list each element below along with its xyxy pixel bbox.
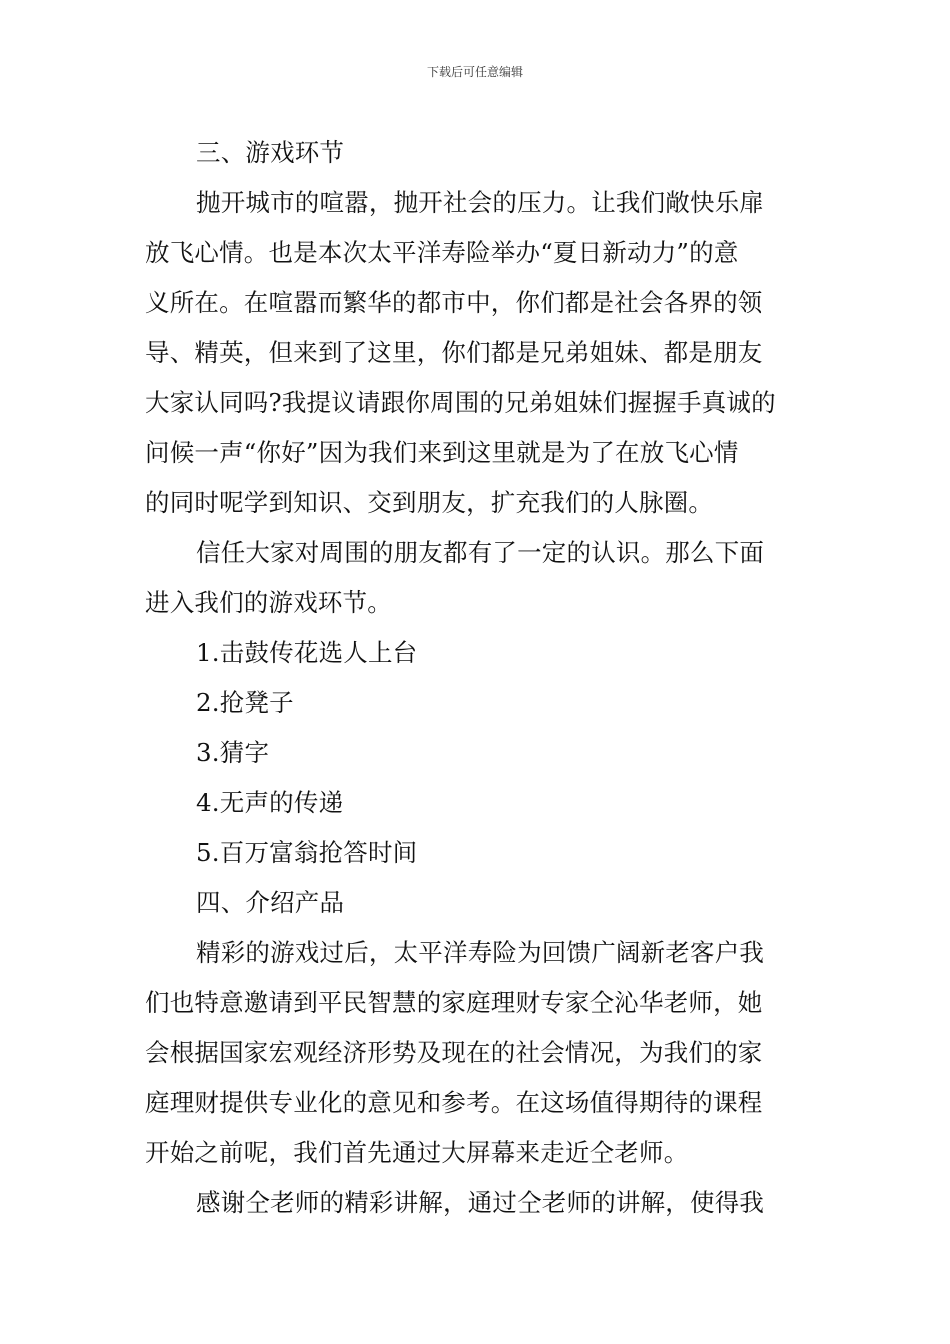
list-item: 4.无声的传递: [196, 788, 344, 817]
paragraph-line: 放飞心情。也是本次太平洋寿险举办“夏日新动力”的意: [145, 238, 739, 267]
paragraph-line: 感谢仝老师的精彩讲解，通过仝老师的讲解，使得我: [196, 1188, 765, 1217]
paragraph-line: 们也特意邀请到平民智慧的家庭理财专家仝沁华老师，她: [145, 988, 763, 1017]
paragraph-line: 精彩的游戏过后，太平洋寿险为回馈广阔新老客户我: [196, 938, 765, 967]
list-item: 5.百万富翁抢答时间: [196, 838, 418, 867]
paragraph-line: 开始之前呢，我们首先通过大屏幕来走近仝老师。: [145, 1138, 689, 1167]
paragraph-line: 义所在。在喧嚣而繁华的都市中，你们都是社会各界的领: [145, 288, 763, 317]
paragraph-line: 问候一声“你好”因为我们来到这里就是为了在放飞心情: [145, 438, 739, 467]
paragraph-line: 会根据国家宏观经济形势及现在的社会情况，为我们的家: [145, 1038, 763, 1067]
page-header-note: 下载后可任意编辑: [426, 65, 523, 79]
section-heading-games: 三、游戏环节: [196, 138, 345, 167]
list-item: 3.猜字: [196, 738, 270, 767]
list-item: 2.抢凳子: [196, 688, 294, 717]
paragraph-line: 进入我们的游戏环节。: [145, 588, 392, 617]
paragraph-line: 信任大家对周围的朋友都有了一定的认识。那么下面: [196, 538, 765, 567]
paragraph-line: 庭理财提供专业化的意见和参考。在这场值得期待的课程: [145, 1088, 763, 1117]
paragraph-line: 导、精英，但来到了这里，你们都是兄弟姐妹、都是朋友: [145, 338, 763, 367]
list-item: 1.击鼓传花选人上台: [196, 638, 418, 667]
paragraph-line: 大家认同吗?我提议请跟你周围的兄弟姐妹们握握手真诚的: [145, 388, 776, 417]
paragraph-line: 抛开城市的喧嚣，抛开社会的压力。让我们敞快乐扉: [196, 188, 765, 217]
document-body: [145, 128, 809, 1228]
paragraph-line: 的同时呢学到知识、交到朋友，扩充我们的人脉圈。: [145, 488, 714, 517]
section-heading-products: 四、介绍产品: [196, 888, 345, 917]
